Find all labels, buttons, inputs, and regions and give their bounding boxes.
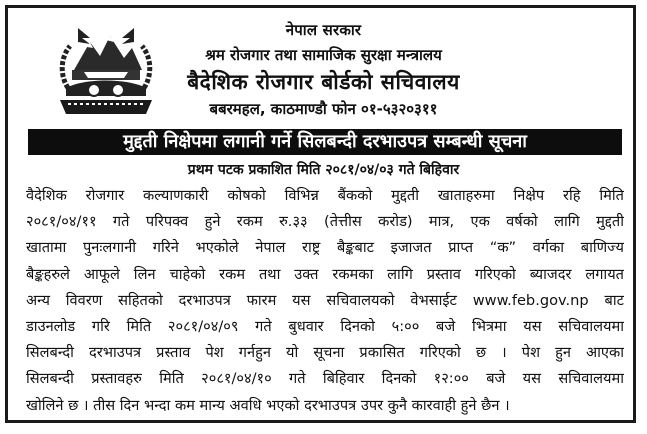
address-line: बबरमहल, काठमाण्डौ फोन ०१-५३२०३११ bbox=[209, 100, 438, 118]
notice-panel bbox=[5, 5, 636, 423]
body-line: सिलबन्दी दरभाउपत्र प्रस्ताव पेश गर्नहुन यो सूचना प्रकासित गरिएको छ । पेश हुन आएका bbox=[26, 344, 624, 362]
body-line: २०८१/०४/११ गते परिपक्व हुने रकम रु.३३ (तेत्तीस करोड) मात्र, एक वर्षको लागि मुद्दती bbox=[26, 213, 624, 231]
notice-title: मुद्दती निक्षेपमा लगानी गर्ने सिलबन्दी दरभाउपत्र सम्बन्धी सूचना bbox=[28, 129, 622, 155]
ministry-heading: श्रम रोजगार तथा सामाजिक सुरक्षा मन्त्रालय bbox=[205, 46, 442, 64]
body-line: वैदेशिक रोजगार कल्याणकारी कोषको विभिन्न बैंकको मुद्दती खाताहरुमा निक्षेप रहि मिति bbox=[26, 187, 624, 204]
publication-date: प्रथम पटक प्रकाशित मिति २०८१/०४/०३ गते बिहिवार bbox=[187, 162, 460, 178]
body-line: बैङ्कहरुले आफूले लिन चाहेको रकम तथा उक्त रकमका लागि प्रस्ताव गरिएको ब्याजदर लगायत bbox=[26, 265, 624, 283]
notice-body bbox=[26, 183, 624, 419]
government-heading: नेपाल सरकार bbox=[285, 21, 362, 39]
body-line: सिलबन्दी प्रस्तावहरु मिति २०८१/०४/१० गते बिहिवार दिनको १२:०० बजे यस सचिवालयमा bbox=[26, 370, 624, 388]
body-line: खोलिने छ । तीस दिन भन्दा कम मान्य अवधि भएको दरभाउपत्र उपर कुनै कारवाही हुने छैन । bbox=[26, 396, 510, 414]
secretariat-heading: बैदेशिक रोजगार बोर्डको सचिवालय bbox=[187, 70, 460, 94]
body-line: खातामा पुनःलगानी गरिने भएकोले नेपाल राष्ट्र बैङ्कबाट इजाजत प्राप्त “क” वर्गका बाणिज्य bbox=[26, 239, 624, 257]
body-line: डाउनलोड गरि मिति २०८१/०४/०९ गते बुधवार दिनको ५:०० बजे भित्रमा यस सचिवालयमा bbox=[26, 317, 624, 335]
body-line: अन्य विवरण सहितको दरभाउपत्र फारम यस सचिवालयको वेभसाईट www.feb.gov.np बाट bbox=[26, 291, 624, 309]
